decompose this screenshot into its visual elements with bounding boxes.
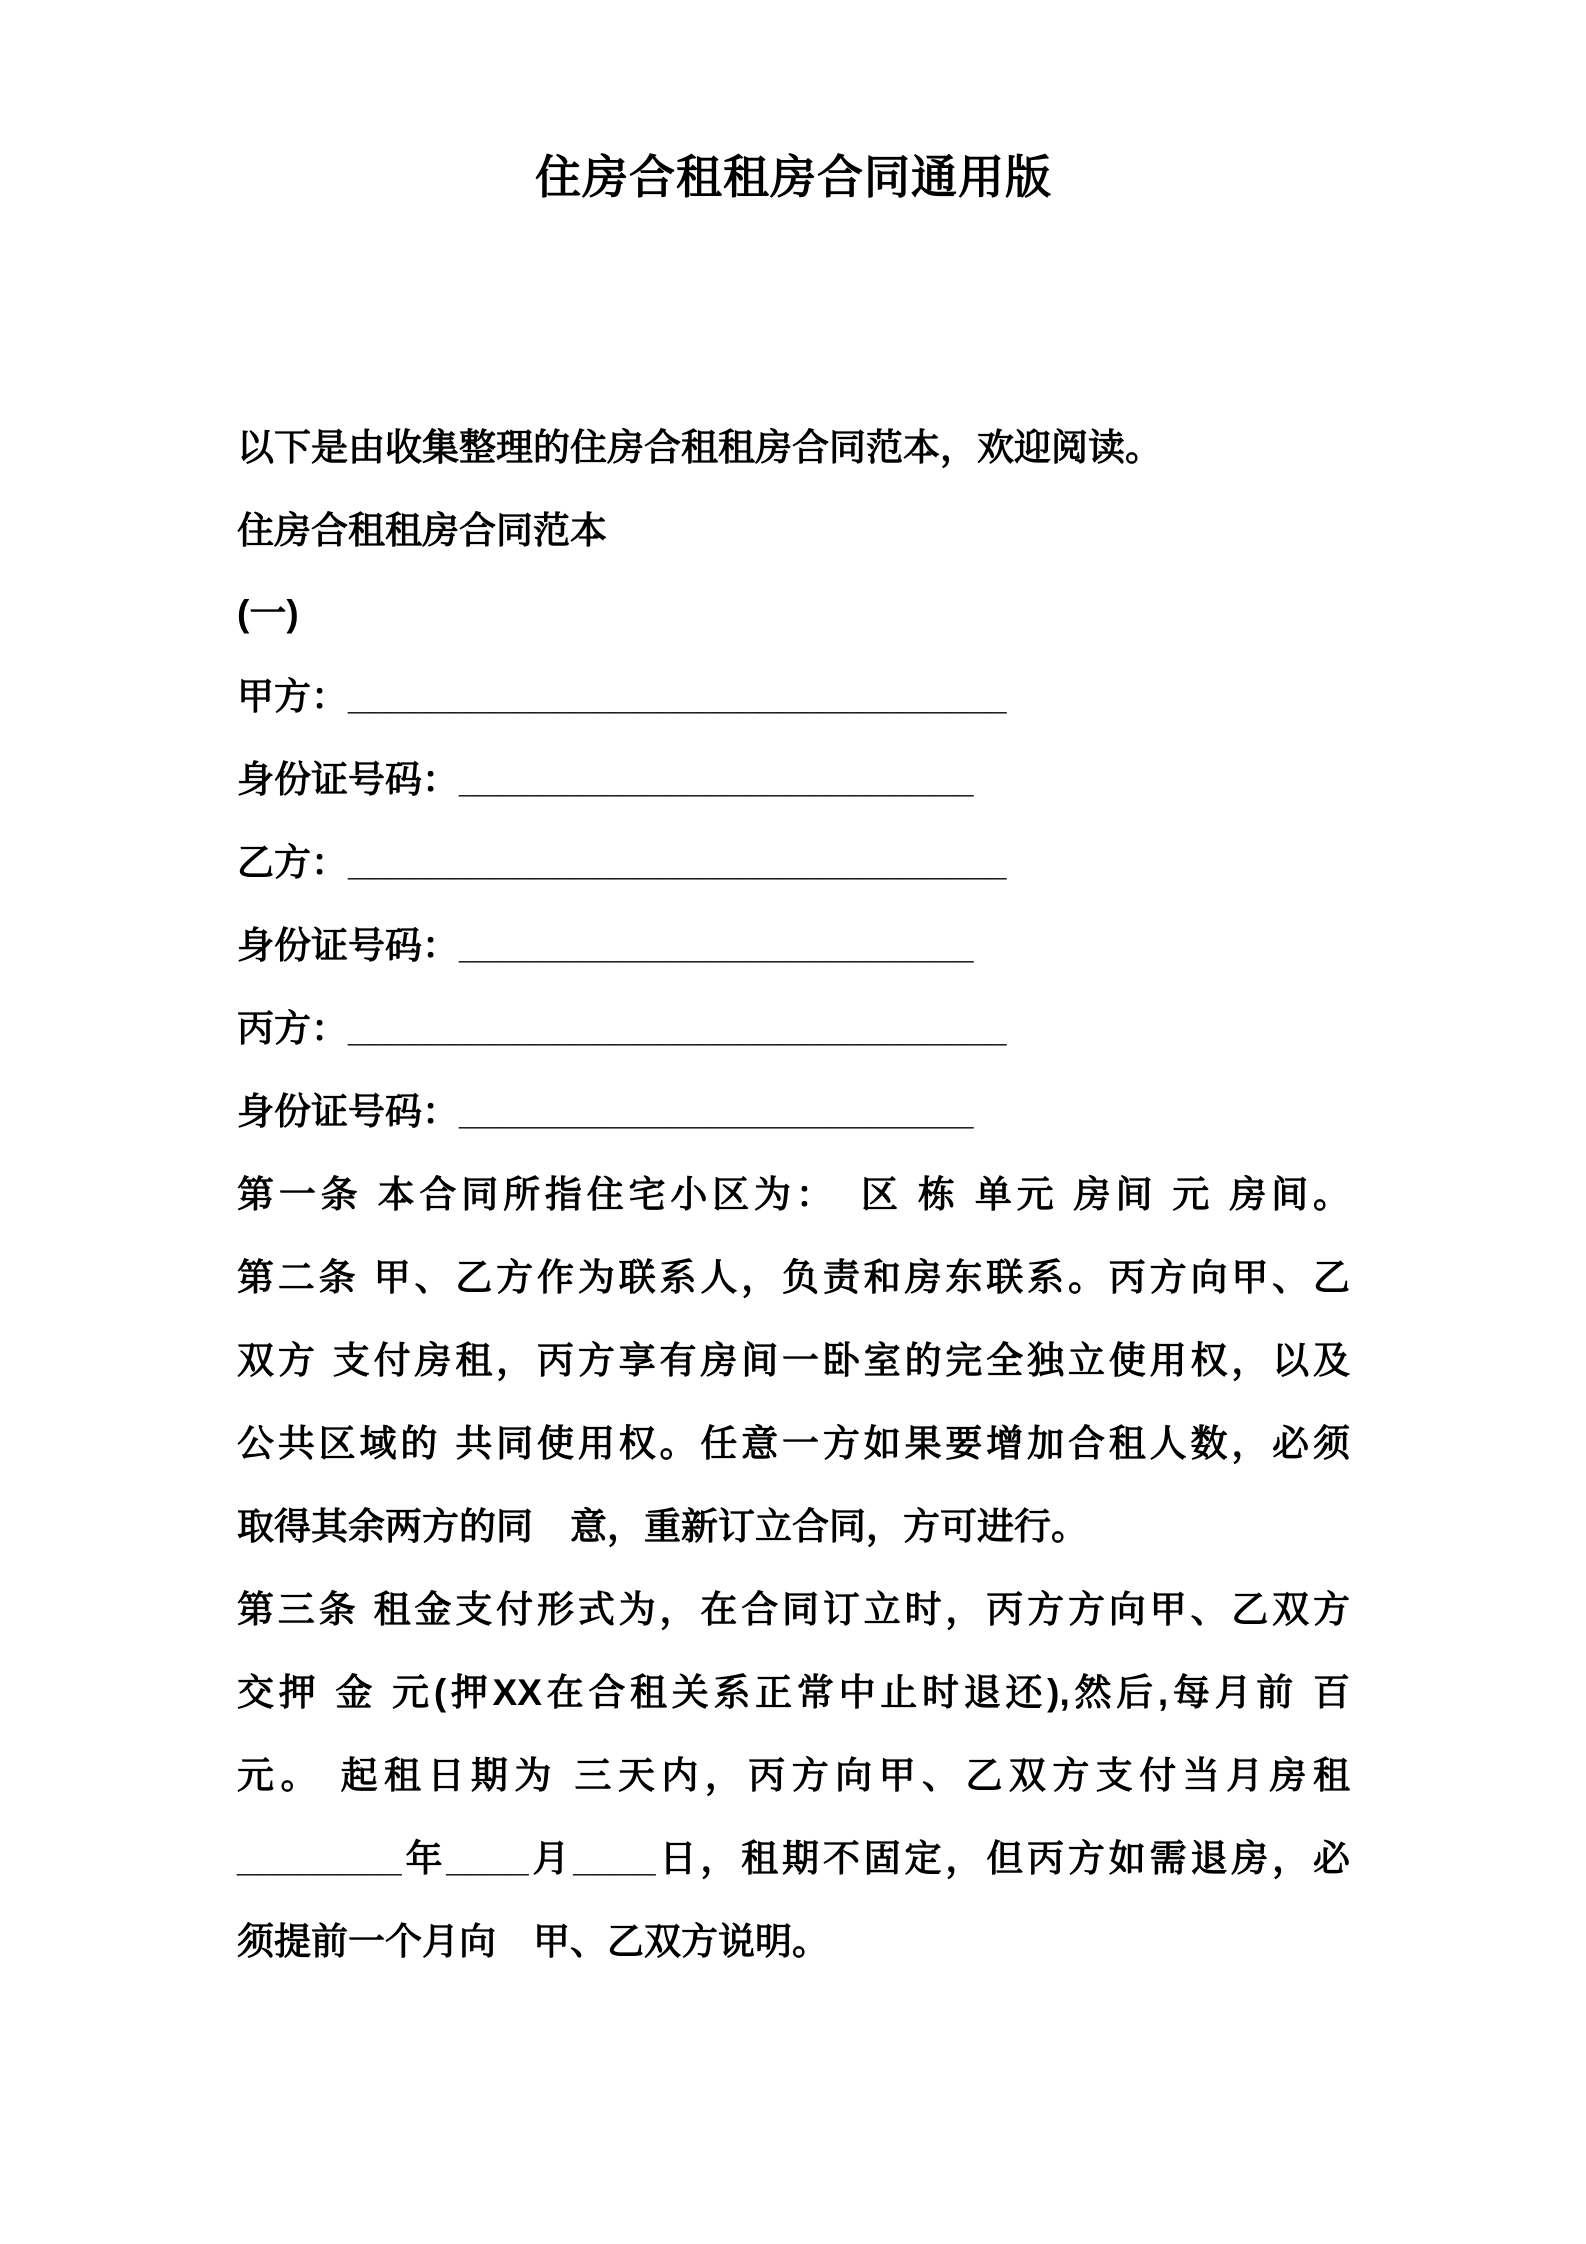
subtitle-line: 住房合租租房合同范本 — [237, 510, 607, 551]
clause-3-line-2: 交押 金 元(押XX在合租关系正常中止时退还),然后,每月前 百 — [237, 1672, 1350, 1713]
party-c-line: 丙方：________________________________ — [237, 1008, 1007, 1049]
clause-2-line-3: 公共区域的 共同使用权。任意一方如果要增加合租人数，必须 — [237, 1423, 1350, 1464]
clause-3-line-3: 元。 起租日期为 三天内，丙方向甲、乙双方支付当月房租 — [237, 1755, 1350, 1796]
clause-3-line-4: ________年____月____日，租期不固定，但丙方如需退房，必 — [237, 1838, 1350, 1879]
clause-2-line-1: 第二条 甲、乙方作为联系人，负责和房东联系。丙方向甲、乙 — [237, 1257, 1350, 1298]
clause-2-line-4: 取得其余两方的同 意，重新订立合同，方可进行。 — [237, 1506, 1088, 1547]
party-b-id-line: 身份证号码：_________________________ — [237, 925, 974, 966]
party-a-id-line: 身份证号码：_________________________ — [237, 759, 974, 800]
clause-1-line: 第一条 本合同所指住宅小区为： 区 栋 单元 房间 元 房间。 — [237, 1174, 1350, 1215]
party-b-line: 乙方：________________________________ — [237, 842, 1007, 883]
party-c-id-line: 身份证号码：_________________________ — [237, 1091, 974, 1132]
document-body — [237, 406, 1350, 1983]
section-number-line: (一) — [237, 593, 299, 634]
document-title: 住房合租租房合同通用版 — [535, 151, 1052, 203]
party-a-line: 甲方：________________________________ — [237, 676, 1007, 717]
clause-3-line-1: 第三条 租金支付形式为，在合同订立时，丙方方向甲、乙双方 — [237, 1589, 1350, 1630]
intro-line: 以下是由收集整理的住房合租租房合同范本，欢迎阅读。 — [237, 427, 1162, 468]
clause-2-line-2: 双方 支付房租，丙方享有房间一卧室的完全独立使用权，以及 — [237, 1340, 1350, 1381]
clause-3-line-5: 须提前一个月向 甲、乙双方说明。 — [237, 1921, 829, 1962]
